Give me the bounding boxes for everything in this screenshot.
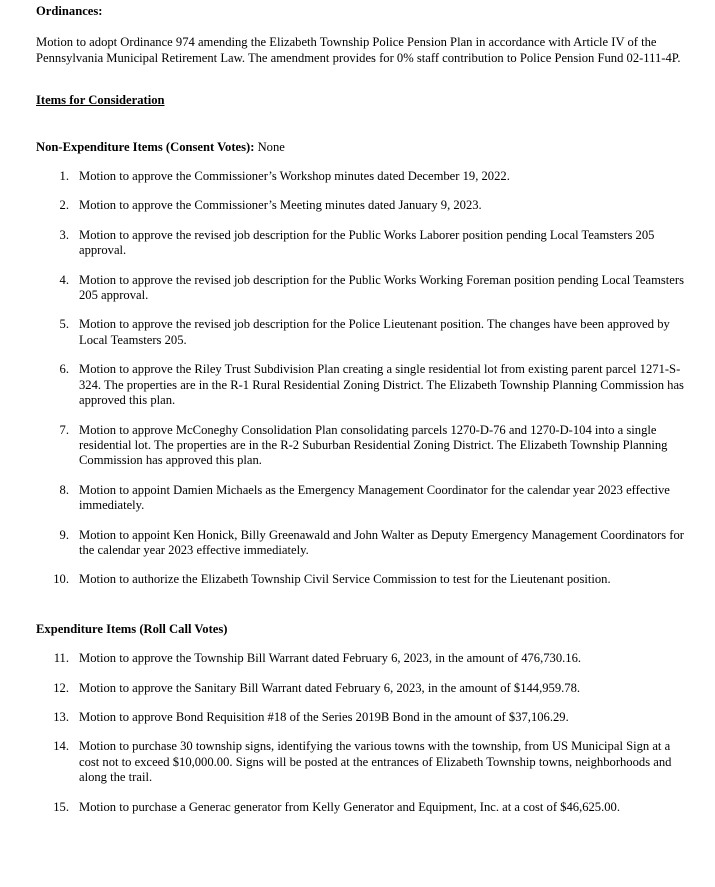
item-number: 1. xyxy=(59,169,69,184)
items-for-consideration-heading: Items for Consideration xyxy=(36,93,165,108)
item-text: Motion to approve the Riley Trust Subdivision Plan creating a single residential lot from existing parent parcel 1271-S-324. The properties are in the R-1 Rural Residential Zoning District. The Elizabeth Township Planning Commission has approved this plan. xyxy=(79,362,684,408)
list-item xyxy=(36,572,691,587)
non-expenditure-title xyxy=(36,140,691,155)
list-item xyxy=(36,528,691,559)
non-expenditure-label: Non-Expenditure Items (Consent Votes): xyxy=(36,139,255,154)
item-number: 3. xyxy=(59,227,69,242)
ordinances-text: Motion to adopt Ordinance 974 amending the Elizabeth Township Police Pension Plan in accordance with Article IV of the Pennsylvania Municipal Retirement Law. The amendment provides for 0% staff contribution to Police Pension Fund 02-111-4P. xyxy=(36,35,681,65)
item-number: 6. xyxy=(59,362,69,377)
non-expenditure-suffix: None xyxy=(254,139,285,154)
item-text: Motion to appoint Damien Michaels as the Emergency Management Coordinator for the calendar year 2023 effective immediately. xyxy=(79,482,670,513)
expenditure-title: Expenditure Items (Roll Call Votes) xyxy=(36,621,228,636)
list-item xyxy=(36,317,691,348)
list-item xyxy=(36,800,691,815)
list-item xyxy=(36,228,691,259)
list-item xyxy=(36,739,691,785)
item-number: 7. xyxy=(59,422,69,437)
item-text: Motion to appoint Ken Honick, Billy Greenawald and John Walter as Deputy Emergency Management Coordinators for the calendar year 2023 effective immediately. xyxy=(79,527,684,557)
list-item xyxy=(36,423,691,469)
document-page xyxy=(36,4,691,815)
item-text: Motion to purchase 30 township signs, identifying the various towns with the township, from US Municipal Sign at a cost not to exceed $10,000.00. Signs will be posted at the entrances of Elizabeth Township towns, neighborhoods and along the trail. xyxy=(79,739,672,785)
item-text: Motion to approve McConeghy Consolidation Plan consolidating parcels 1270-D-76 and 1270-D-104 into a single residential lot. The properties are in the R-2 Suburban Residential Zoning District. The Elizabeth Township Planning Commission has approved this plan. xyxy=(79,422,668,468)
item-number: 8. xyxy=(59,482,69,497)
item-number: 13. xyxy=(53,709,69,724)
expenditure-list xyxy=(36,651,691,815)
item-text: Motion to approve the Township Bill Warrant dated February 6, 2023, in the amount of 476,730.16. xyxy=(79,651,582,666)
item-number: 11. xyxy=(53,651,69,666)
ordinances-heading: Ordinances: xyxy=(36,4,103,18)
non-expenditure-list xyxy=(36,169,691,588)
list-item xyxy=(36,483,691,514)
list-item xyxy=(36,681,691,696)
list-item xyxy=(36,651,691,666)
item-text: Motion to approve the revised job description for the Public Works Laborer position pending Local Teamsters 205 approval. xyxy=(79,227,655,258)
item-text: Motion to purchase a Generac generator from Kelly Generator and Equipment, Inc. at a cost of $46,625.00. xyxy=(79,799,620,814)
item-text: Motion to approve the Commissioner’s Workshop minutes dated December 19, 2022. xyxy=(79,169,510,184)
list-item xyxy=(36,198,691,213)
item-text: Motion to authorize the Elizabeth Township Civil Service Commission to test for the Lieutenant position. xyxy=(79,572,611,587)
list-item xyxy=(36,273,691,304)
item-number: 14. xyxy=(53,739,69,754)
item-number: 12. xyxy=(53,680,69,695)
item-number: 5. xyxy=(59,317,69,332)
list-item xyxy=(36,169,691,184)
item-text: Motion to approve the Sanitary Bill Warrant dated February 6, 2023, in the amount of $144,959.78. xyxy=(79,680,581,695)
item-text: Motion to approve the revised job description for the Police Lieutenant position. The changes have been approved by Local Teamsters 205. xyxy=(79,317,670,347)
item-text: Motion to approve the revised job description for the Public Works Working Foreman position pending Local Teamsters 205 approval. xyxy=(79,272,684,303)
item-number: 10. xyxy=(53,572,69,587)
list-item xyxy=(36,710,691,725)
item-number: 2. xyxy=(59,198,69,213)
item-number: 4. xyxy=(59,272,69,287)
item-text: Motion to approve Bond Requisition #18 of the Series 2019B Bond in the amount of $37,106.29. xyxy=(79,709,569,724)
list-item xyxy=(36,362,691,408)
item-number: 15. xyxy=(53,799,69,814)
item-text: Motion to approve the Commissioner’s Meeting minutes dated January 9, 2023. xyxy=(79,198,482,213)
item-number: 9. xyxy=(59,527,69,542)
